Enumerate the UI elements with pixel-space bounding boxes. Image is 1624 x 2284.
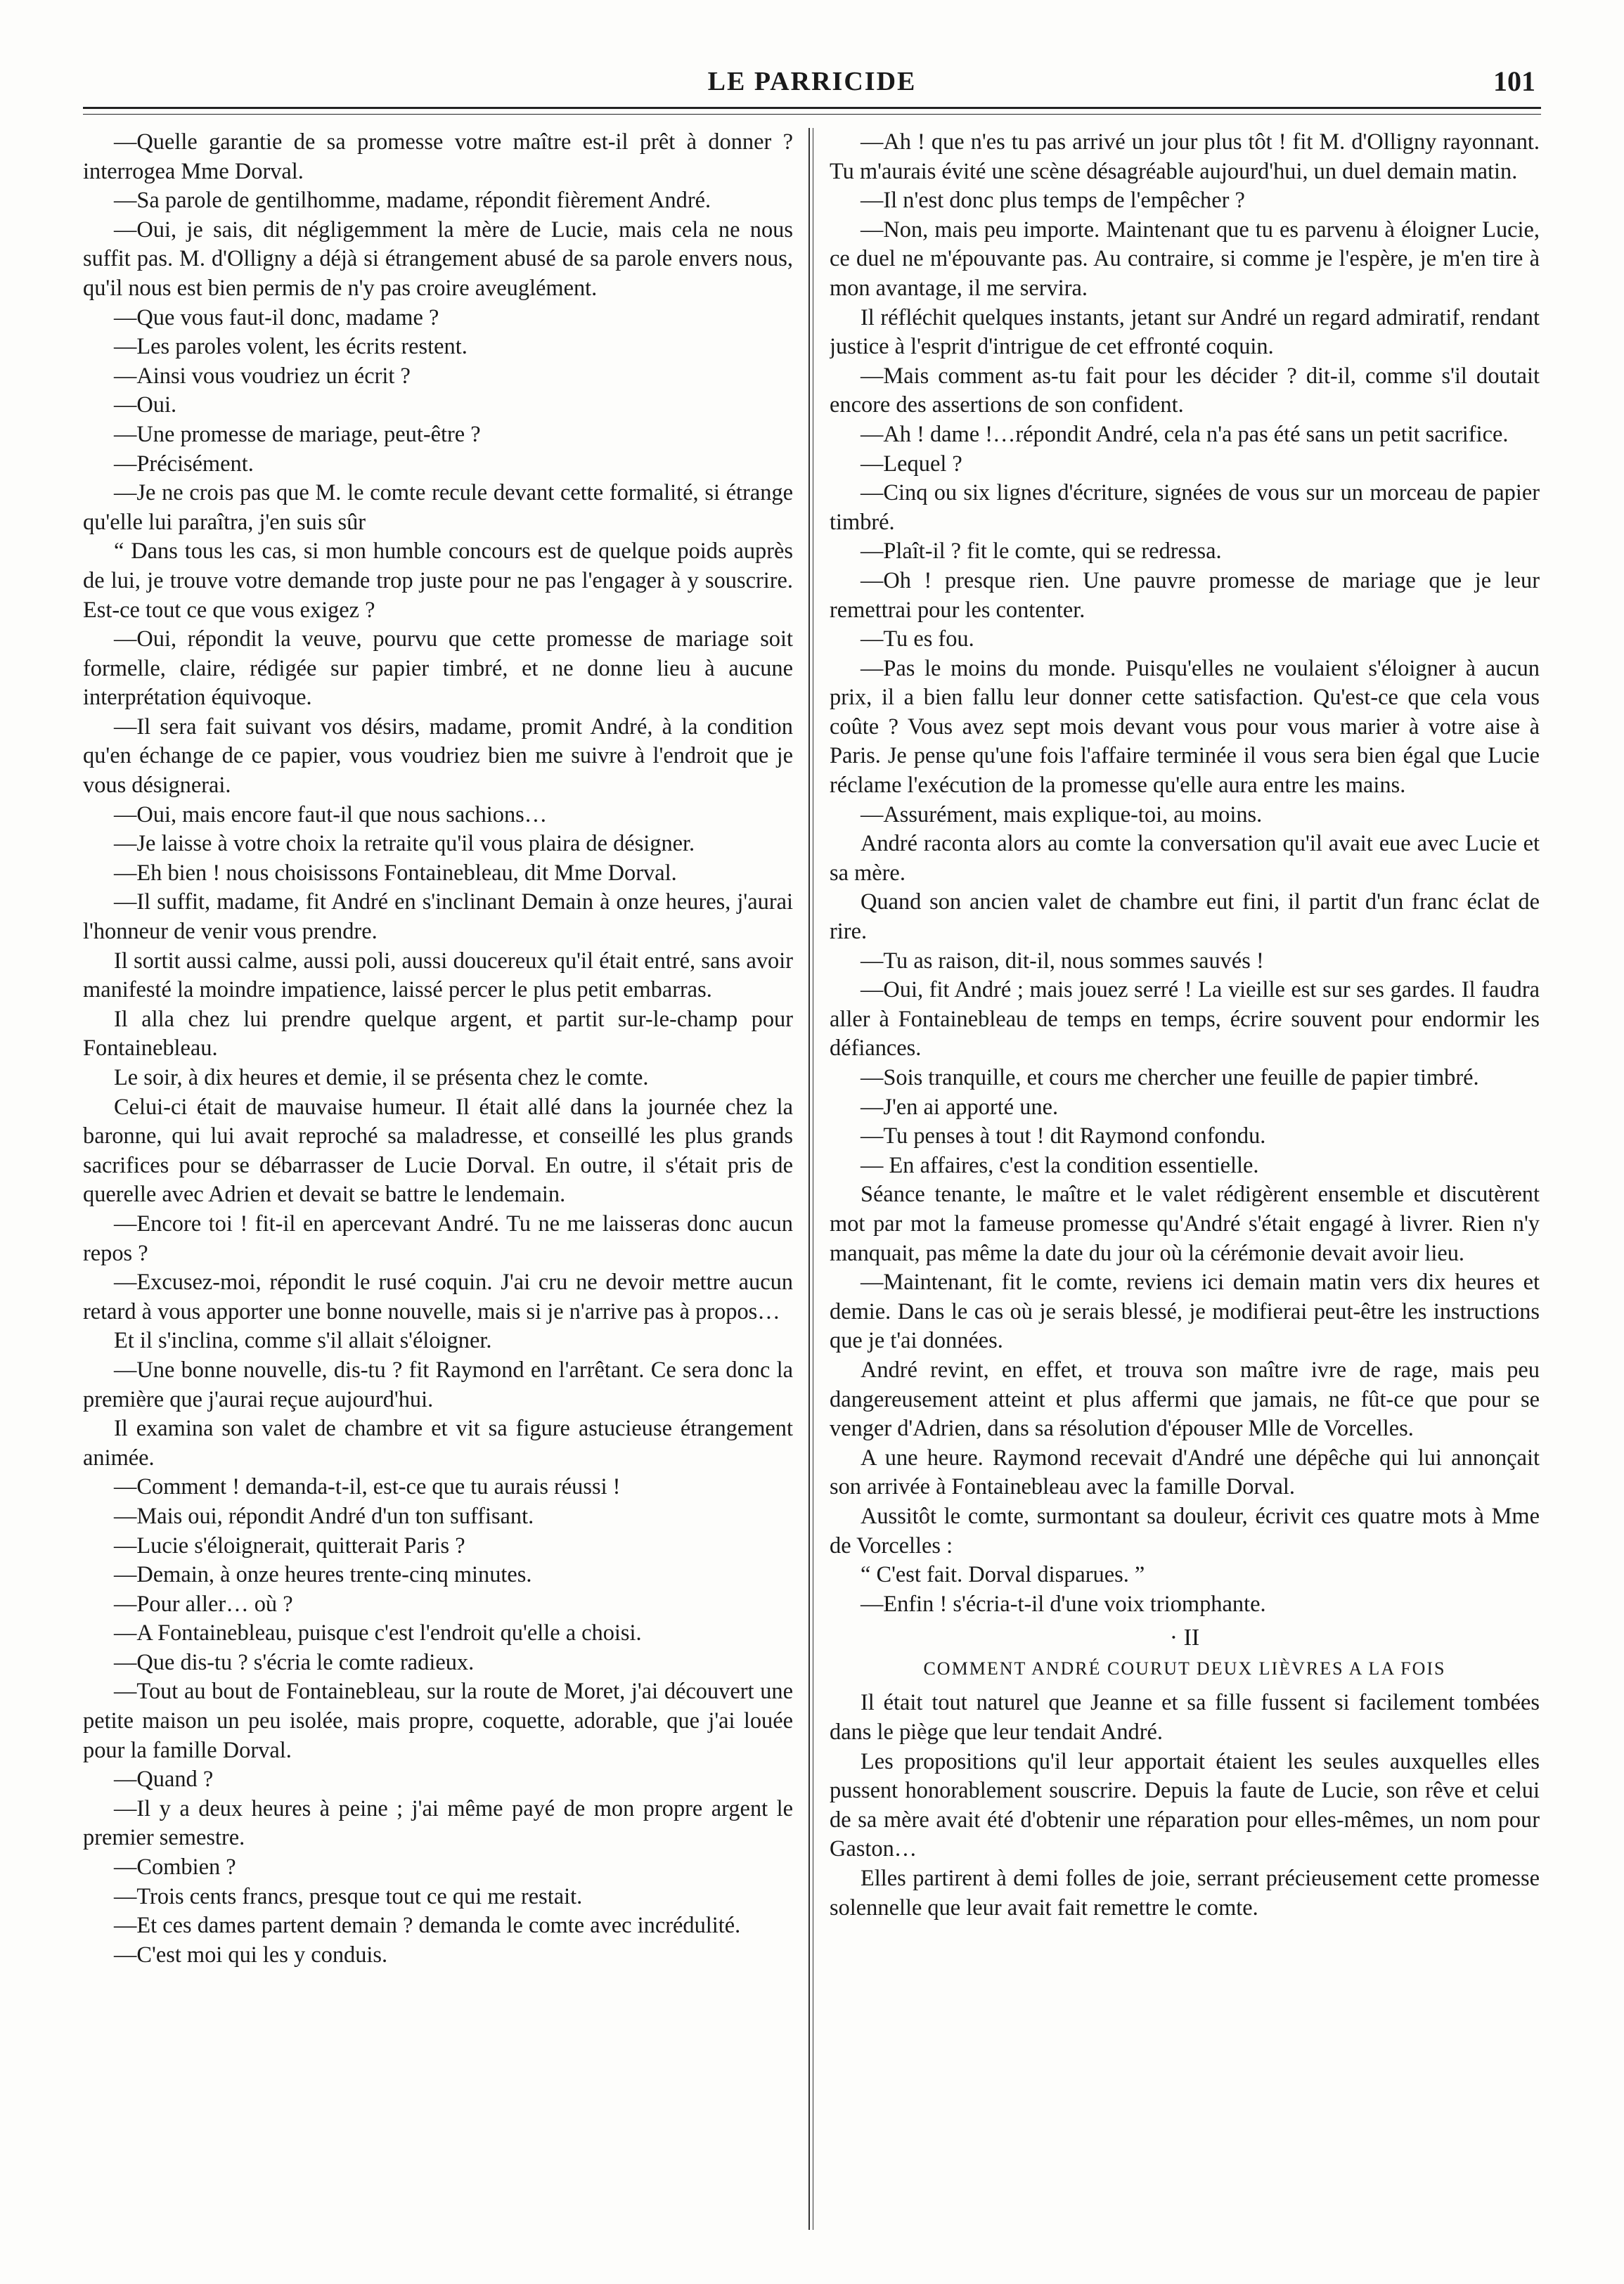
- paragraph: —Trois cents francs, presque tout ce qui me restait.: [114, 1883, 583, 1909]
- paragraph: —Je ne crois pas que M. le comte recule devant cette formalité, si étrange qu'elle lui paraîtra, j'en suis sûr: [83, 480, 793, 535]
- paragraph: Séance tenante, le maître et le valet rédigèrent ensemble et discutèrent mot par mot la fameuse promesse qu'André s'était engagé à livrer. Rien n'y manquait, pas même la date du jour où la cérémonie devait avoir lieu.: [830, 1182, 1540, 1266]
- paragraph: —Et ces dames partent demain ? demanda le comte avec incrédulité.: [114, 1913, 741, 1939]
- paragraph: —Tout au bout de Fontainebleau, sur la route de Moret, j'ai découvert une petite maison un peu isolée, mais propre, coquette, adorable, que j'ai louée pour la famille Dorval.: [83, 1679, 793, 1763]
- paragraph: Il réfléchit quelques instants, jetant sur André un regard admiratif, rendant justice à l'esprit d'intrigue de cet effronté coquin.: [830, 304, 1540, 360]
- paragraph: —Quand ?: [114, 1767, 214, 1793]
- paragraph: —Une bonne nouvelle, dis-tu ? fit Raymond en l'arrêtant. Ce sera donc la première que j'aurai reçue aujourd'hui.: [83, 1357, 793, 1412]
- paragraph: Le soir, à dix heures et demie, il se présenta chez le comte.: [114, 1065, 649, 1090]
- paragraph: Et il s'inclina, comme s'il allait s'éloigner.: [114, 1328, 492, 1354]
- paragraph: —Lucie s'éloignerait, quitterait Paris ?: [114, 1533, 465, 1559]
- paragraph: —Eh bien ! nous choisissons Fontainebleau, dit Mme Dorval.: [114, 860, 677, 886]
- running-title: LE PARRICIDE: [707, 67, 917, 96]
- paragraph: —Ah ! que n'es tu pas arrivé un jour plus tôt ! fit M. d'Olligny rayonnant. Tu m'aurais évité une scène désagréable aujourd'hui, un duel demain matin.: [830, 129, 1540, 184]
- paragraph: Elles partirent à demi folles de joie, serrant précieusement cette promesse solennelle que leur avait fait remettre le comte.: [830, 1866, 1540, 1921]
- paragraph: —Pas le moins du monde. Puisqu'elles ne voulaient s'éloigner à aucun prix, il a bien fallu leur donner cette satisfaction. Qu'est-ce que cela vous coûte ? Vous avez sept mois devant vous pour vous marier à votre aise à Paris. Je pense qu'une fois l'affaire terminée il vous sera bien égal que Lucie réclame l'exécution de la promesse qu'elle aura entre les mains.: [830, 655, 1540, 799]
- paragraph: —Je laisse à votre choix la retraite qu'il vous plaira de désigner.: [114, 831, 695, 857]
- header-rule: [83, 107, 1541, 109]
- paragraph: —Excusez-moi, répondit le rusé coquin. J'ai cru ne devoir mettre aucun retard à vous apporter une bonne nouvelle, mais si je n'arrive pas à propos…: [83, 1270, 793, 1324]
- paragraph: Il alla chez lui prendre quelque argent, et partit sur-le-champ pour Fontainebleau.: [83, 1006, 793, 1062]
- paragraph: —Sois tranquille, et cours me chercher une feuille de papier timbré.: [861, 1065, 1479, 1090]
- paragraph: —Demain, à onze heures trente-cinq minutes.: [114, 1562, 532, 1588]
- chapter-number: · II: [1169, 1625, 1200, 1651]
- paragraph: —Pour aller… où ?: [114, 1591, 293, 1617]
- header-rule-thin: [83, 114, 1541, 115]
- paragraph: —Il y a deux heures à peine ; j'ai même payé de mon propre argent le premier semestre.: [83, 1795, 793, 1851]
- paragraph: Il examina son valet de chambre et vit sa figure astucieuse étrangement animée.: [83, 1416, 793, 1471]
- right-column: [830, 128, 1540, 2258]
- paragraph: — En affaires, c'est la condition essentielle.: [861, 1152, 1259, 1178]
- paragraph: Il était tout naturel que Jeanne et sa fille fussent si facilement tombées dans le piège que leur tendait André.: [830, 1690, 1540, 1746]
- paragraph: —Assurément, mais explique-toi, au moins.: [861, 801, 1263, 827]
- column-divider: [808, 128, 810, 2230]
- paragraph: Celui-ci était de mauvaise humeur. Il était allé dans la journée chez la baronne, qui lui avait reproché sa maladresse, et conseillé les plus grands sacrifices pour se débarrasser de Lucie Dorval. En outre, il s'était pris de querelle avec Adrien et devait se battre le lendemain.: [83, 1094, 793, 1208]
- paragraph: —Il suffit, madame, fit André en s'inclinant Demain à onze heures, j'aurai l'honneur de venir vous prendre.: [83, 889, 793, 945]
- paragraph: —Ainsi vous voudriez un écrit ?: [114, 363, 411, 389]
- paragraph: —Il n'est donc plus temps de l'empêcher ?: [861, 188, 1245, 214]
- paragraph: —Précisément.: [114, 451, 254, 477]
- page-number: 101: [1493, 65, 1535, 97]
- paragraph: —Que vous faut-il donc, madame ?: [114, 304, 439, 330]
- paragraph: “ Dans tous les cas, si mon humble concours est de quelque poids auprès de lui, je trouve votre demande trop juste pour ne pas l'engager à y souscrire. Est-ce tout ce que vous exigez ?: [83, 538, 793, 623]
- left-column: [83, 128, 793, 2258]
- paragraph: —Que dis-tu ? s'écria le comte radieux.: [114, 1649, 475, 1675]
- paragraph: —Il sera fait suivant vos désirs, madame, promit André, à la condition qu'en échange de ce papier, vous voudriez bien me suivre à l'endroit que je vous désignerai.: [83, 714, 793, 799]
- paragraph: —Tu es fou.: [861, 626, 974, 652]
- paragraph: —Enfin ! s'écria-t-il d'une voix triomphante.: [861, 1591, 1266, 1617]
- paragraph: —Oh ! presque rien. Une pauvre promesse de mariage que je leur remettrai pour les contenter.: [830, 567, 1540, 623]
- running-head: [83, 60, 1541, 103]
- paragraph: —Lequel ?: [861, 451, 962, 477]
- paragraph: —Tu penses à tout ! dit Raymond confondu.: [861, 1123, 1266, 1149]
- paragraph: —Oui, je sais, dit négligemment la mère de Lucie, mais cela ne nous suffit pas. M. d'Olligny a déjà si étrangement abusé de sa parole envers nous, qu'il nous est bien permis de n'y pas croire aveuglément.: [83, 217, 793, 301]
- paragraph: —Comment ! demanda-t-il, est-ce que tu aurais réussi !: [114, 1474, 621, 1500]
- paragraph: Quand son ancien valet de chambre eut fini, il partit d'un franc éclat de rire.: [830, 889, 1540, 945]
- paragraph: —Oui, fit André ; mais jouez serré ! La vieille est sur ses gardes. Il faudra aller à Fontainebleau de temps en temps, écrire souvent pour endormir les défiances.: [830, 977, 1540, 1062]
- paragraph: —Plaît-il ? fit le comte, qui se redressa.: [861, 538, 1222, 564]
- paragraph: —Oui.: [114, 392, 177, 418]
- paragraph: “ C'est fait. Dorval disparues. ”: [861, 1562, 1145, 1588]
- paragraph: —Combien ?: [114, 1854, 236, 1880]
- paragraph: —Ah ! dame !…répondit André, cela n'a pas été sans un petit sacrifice.: [861, 421, 1509, 447]
- paragraph: —Tu as raison, dit-il, nous sommes sauvés !: [861, 948, 1264, 974]
- paragraph: —Maintenant, fit le comte, reviens ici demain matin vers dix heures et demie. Dans le cas où je serais blessé, je modifierai peut-être les instructions que je t'ai données.: [830, 1270, 1540, 1354]
- paragraph: André raconta alors au comte la conversation qu'il avait eue avec Lucie et sa mère.: [830, 831, 1540, 886]
- paragraph: A une heure. Raymond recevait d'André une dépêche qui lui annonçait son arrivée à Fontainebleau avec la famille Dorval.: [830, 1445, 1540, 1500]
- paragraph: —Oui, répondit la veuve, pourvu que cette promesse de mariage soit formelle, claire, rédigée sur papier timbré, et ne donne lieu à aucune interprétation équivoque.: [83, 626, 793, 711]
- paragraph: Aussitôt le comte, surmontant sa douleur, écrivit ces quatre mots à Mme de Vorcelles :: [830, 1503, 1540, 1559]
- paragraph: —Sa parole de gentilhomme, madame, répondit fièrement André.: [114, 188, 711, 214]
- paragraph: André revint, en effet, et trouva son maître ivre de rage, mais peu dangereusement atteint et plus affermi que jamais, ne fût-ce que pour se venger d'Adrien, dans sa résolution d'épouser Mlle de Vorcelles.: [830, 1357, 1540, 1442]
- paragraph: —Encore toi ! fit-il en apercevant André. Tu ne me laisseras donc aucun repos ?: [83, 1211, 793, 1266]
- paragraph: —A Fontainebleau, puisque c'est l'endroit qu'elle a choisi.: [114, 1620, 642, 1646]
- chapter-title: COMMENT ANDRÉ COURUT DEUX LIÈVRES A LA FOIS: [923, 1658, 1446, 1679]
- paragraph: —Cinq ou six lignes d'écriture, signées de vous sur un morceau de papier timbré.: [830, 480, 1540, 535]
- paragraph: Les propositions qu'il leur apportait étaient les seules auxquelles elles pussent honorablement souscrire. Depuis la faute de Lucie, son rêve et celui de sa mère avait été d'obtenir une réparation pour elles-mêmes, un nom pour Gaston…: [830, 1748, 1540, 1862]
- paragraph: —Oui, mais encore faut-il que nous sachions…: [114, 801, 548, 827]
- paragraph: —Mais comment as-tu fait pour les décider ? dit-il, comme s'il doutait encore des assertions de son confident.: [830, 363, 1540, 418]
- paragraph: —J'en ai apporté une.: [861, 1094, 1059, 1120]
- paragraph: —Les paroles volent, les écrits restent.: [114, 334, 468, 360]
- paragraph: —Mais oui, répondit André d'un ton suffisant.: [114, 1503, 534, 1529]
- paragraph: —Une promesse de mariage, peut-être ?: [114, 421, 481, 447]
- paragraph: —C'est moi qui les y conduis.: [114, 1942, 388, 1968]
- paragraph: —Non, mais peu importe. Maintenant que tu es parvenu à éloigner Lucie, ce duel ne m'épouvante pas. Au contraire, si comme je l'espère, je m'en tire à mon avantage, il me servira.: [830, 217, 1540, 301]
- paragraph: Il sortit aussi calme, aussi poli, aussi doucereux qu'il était entré, sans avoir manifesté la moindre impatience, laissé percer le plus petit embarras.: [83, 948, 793, 1003]
- paragraph: —Quelle garantie de sa promesse votre maître est-il prêt à donner ? interrogea Mme Dorval.: [83, 129, 793, 184]
